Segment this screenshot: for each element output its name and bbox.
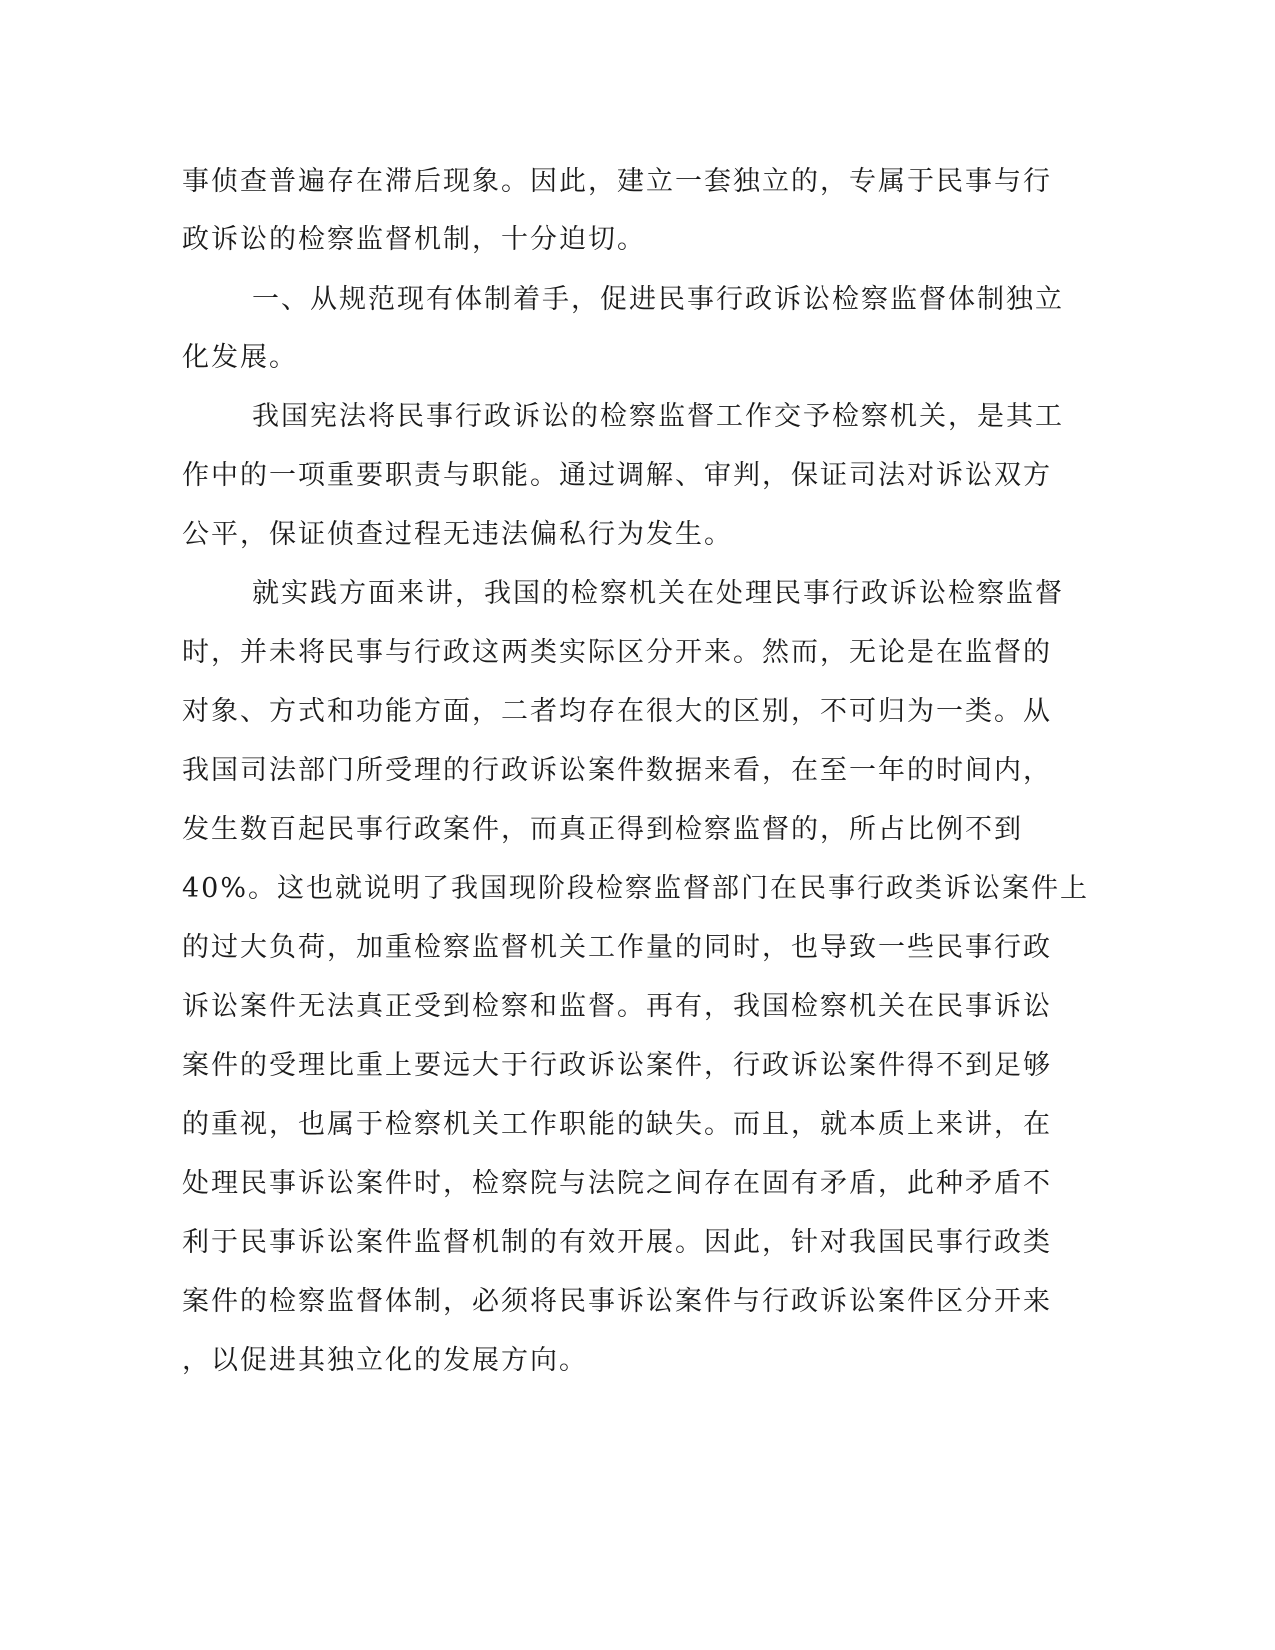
text-line: 我国司法部门所受理的行政诉讼案件数据来看，在至一年的时间内，	[182, 755, 1052, 786]
text-line: 政诉讼的检察监督机制，十分迫切。	[182, 224, 646, 255]
text-line: 作中的一项重要职责与职能。通过调解、审判，保证司法对诉讼双方	[182, 460, 1052, 491]
text-line: 案件的受理比重上要远大于行政诉讼案件，行政诉讼案件得不到足够	[182, 1050, 1052, 1081]
text-line: 40%。这也就说明了我国现阶段检察监督部门在民事行政类诉讼案件上	[182, 873, 1090, 904]
text-line: 的重视，也属于检察机关工作职能的缺失。而且，就本质上来讲，在	[182, 1109, 1052, 1140]
text-line: 案件的检察监督体制，必须将民事诉讼案件与行政诉讼案件区分开来	[182, 1286, 1052, 1317]
section-heading-continued: 化发展。	[182, 342, 298, 373]
text-line: 处理民事诉讼案件时，检察院与法院之间存在固有矛盾，此种矛盾不	[182, 1168, 1052, 1199]
text-line: ，以促进其独立化的发展方向。	[182, 1345, 588, 1376]
text-line: 公平，保证侦查过程无违法偏私行为发生。	[182, 519, 733, 550]
text-line: 我国宪法将民事行政诉讼的检察监督工作交予检察机关，是其工	[252, 401, 1064, 432]
text-line: 对象、方式和功能方面，二者均存在很大的区别，不可归为一类。从	[182, 696, 1052, 727]
text-line: 的过大负荷，加重检察监督机关工作量的同时，也导致一些民事行政	[182, 932, 1052, 963]
text-line: 就实践方面来讲，我国的检察机关在处理民事行政诉讼检察监督	[252, 578, 1064, 609]
text-line: 利于民事诉讼案件监督机制的有效开展。因此，针对我国民事行政类	[182, 1227, 1052, 1258]
text-line: 诉讼案件无法真正受到检察和监督。再有，我国检察机关在民事诉讼	[182, 991, 1052, 1022]
section-heading: 一、从规范现有体制着手，促进民事行政诉讼检察监督体制独立	[252, 284, 1064, 315]
text-line: 发生数百起民事行政案件，而真正得到检察监督的，所占比例不到	[182, 814, 1023, 845]
text-line: 事侦查普遍存在滞后现象。因此，建立一套独立的，专属于民事与行	[182, 166, 1052, 197]
text-line: 时，并未将民事与行政这两类实际区分开来。然而，无论是在监督的	[182, 637, 1052, 668]
